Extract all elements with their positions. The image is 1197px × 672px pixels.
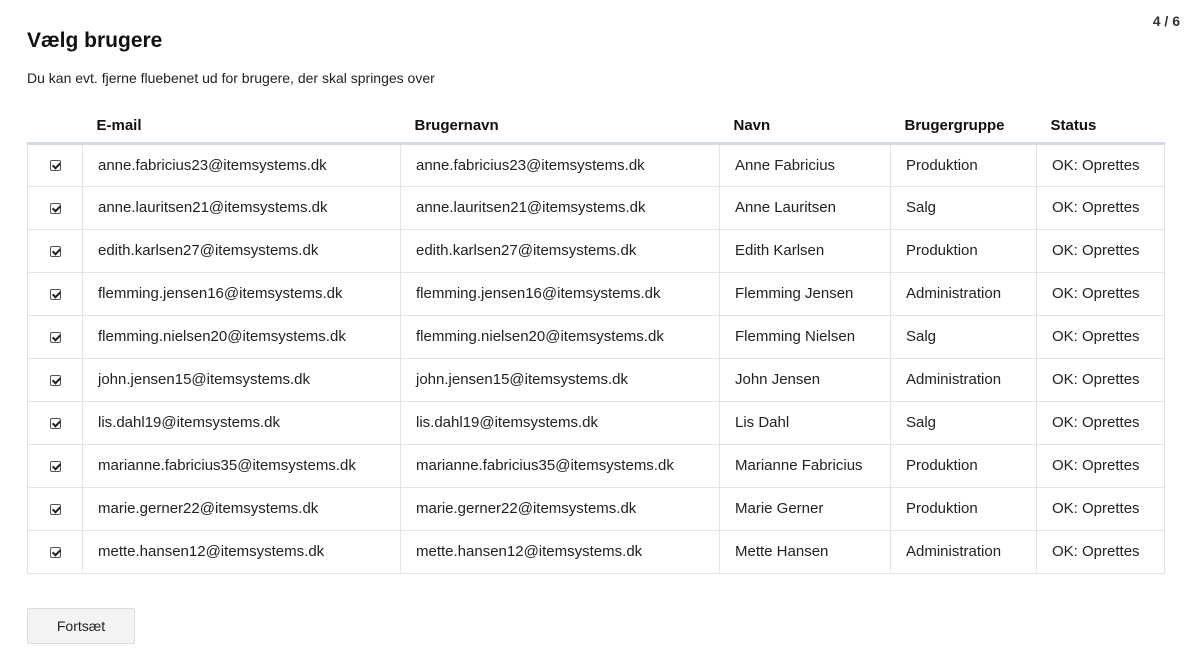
- username-cell: anne.lauritsen21@itemsystems.dk: [401, 186, 720, 229]
- username-cell: john.jensen15@itemsystems.dk: [401, 358, 720, 401]
- select-cell: [28, 272, 83, 315]
- table-row: [28, 401, 1165, 444]
- page-title: Vælg brugere: [27, 29, 163, 52]
- table-row: [28, 530, 1165, 573]
- status-cell: OK: Oprettes: [1037, 229, 1165, 272]
- status-cell: OK: Oprettes: [1037, 143, 1165, 186]
- status-cell: OK: Oprettes: [1037, 358, 1165, 401]
- email-cell: flemming.jensen16@itemsystems.dk: [83, 272, 401, 315]
- group-cell: Produktion: [891, 229, 1037, 272]
- select-cell: [28, 229, 83, 272]
- name-cell: Mette Hansen: [720, 530, 891, 573]
- row-checkbox[interactable]: [50, 203, 61, 214]
- name-cell: Anne Lauritsen: [720, 186, 891, 229]
- email-cell: mette.hansen12@itemsystems.dk: [83, 530, 401, 573]
- select-cell: [28, 315, 83, 358]
- select-cell: [28, 143, 83, 186]
- row-checkbox[interactable]: [50, 375, 61, 386]
- row-checkbox[interactable]: [50, 289, 61, 300]
- table-row: [28, 315, 1165, 358]
- users-table: [27, 110, 1165, 574]
- username-cell: mette.hansen12@itemsystems.dk: [401, 530, 720, 573]
- group-cell: Salg: [891, 401, 1037, 444]
- users-table-body: [28, 143, 1165, 573]
- table-row: [28, 229, 1165, 272]
- status-cell: OK: Oprettes: [1037, 530, 1165, 573]
- select-cell: [28, 186, 83, 229]
- name-cell: Marianne Fabricius: [720, 444, 891, 487]
- table-row: [28, 272, 1165, 315]
- row-checkbox[interactable]: [50, 461, 61, 472]
- name-cell: Flemming Nielsen: [720, 315, 891, 358]
- username-cell: flemming.jensen16@itemsystems.dk: [401, 272, 720, 315]
- group-cell: Produktion: [891, 143, 1037, 186]
- column-header-group: Brugergruppe: [891, 110, 1037, 143]
- email-cell: anne.fabricius23@itemsystems.dk: [83, 143, 401, 186]
- group-cell: Produktion: [891, 444, 1037, 487]
- status-cell: OK: Oprettes: [1037, 444, 1165, 487]
- email-cell: john.jensen15@itemsystems.dk: [83, 358, 401, 401]
- continue-button[interactable]: Fortsæt: [27, 608, 135, 644]
- username-cell: anne.fabricius23@itemsystems.dk: [401, 143, 720, 186]
- group-cell: Administration: [891, 272, 1037, 315]
- status-cell: OK: Oprettes: [1037, 315, 1165, 358]
- column-header-status: Status: [1037, 110, 1165, 143]
- column-header-select: [28, 110, 83, 143]
- group-cell: Administration: [891, 530, 1037, 573]
- column-header-username: Brugernavn: [401, 110, 720, 143]
- email-cell: anne.lauritsen21@itemsystems.dk: [83, 186, 401, 229]
- select-cell: [28, 487, 83, 530]
- email-cell: marie.gerner22@itemsystems.dk: [83, 487, 401, 530]
- select-cell: [28, 401, 83, 444]
- email-cell: lis.dahl19@itemsystems.dk: [83, 401, 401, 444]
- table-row: [28, 186, 1165, 229]
- username-cell: marianne.fabricius35@itemsystems.dk: [401, 444, 720, 487]
- select-cell: [28, 444, 83, 487]
- row-checkbox[interactable]: [50, 160, 61, 171]
- group-cell: Salg: [891, 186, 1037, 229]
- row-checkbox[interactable]: [50, 547, 61, 558]
- group-cell: Salg: [891, 315, 1037, 358]
- email-cell: flemming.nielsen20@itemsystems.dk: [83, 315, 401, 358]
- select-cell: [28, 358, 83, 401]
- name-cell: Lis Dahl: [720, 401, 891, 444]
- select-cell: [28, 530, 83, 573]
- username-cell: marie.gerner22@itemsystems.dk: [401, 487, 720, 530]
- group-cell: Produktion: [891, 487, 1037, 530]
- column-header-email: E-mail: [83, 110, 401, 143]
- status-cell: OK: Oprettes: [1037, 186, 1165, 229]
- table-row: [28, 444, 1165, 487]
- name-cell: Edith Karlsen: [720, 229, 891, 272]
- row-checkbox[interactable]: [50, 332, 61, 343]
- name-cell: Anne Fabricius: [720, 143, 891, 186]
- table-row: [28, 487, 1165, 530]
- column-header-name: Navn: [720, 110, 891, 143]
- table-header-row: [28, 110, 1165, 143]
- row-checkbox[interactable]: [50, 504, 61, 515]
- username-cell: flemming.nielsen20@itemsystems.dk: [401, 315, 720, 358]
- email-cell: marianne.fabricius35@itemsystems.dk: [83, 444, 401, 487]
- username-cell: edith.karlsen27@itemsystems.dk: [401, 229, 720, 272]
- row-checkbox[interactable]: [50, 246, 61, 257]
- name-cell: John Jensen: [720, 358, 891, 401]
- status-cell: OK: Oprettes: [1037, 401, 1165, 444]
- username-cell: lis.dahl19@itemsystems.dk: [401, 401, 720, 444]
- status-cell: OK: Oprettes: [1037, 272, 1165, 315]
- table-row: [28, 358, 1165, 401]
- status-cell: OK: Oprettes: [1037, 487, 1165, 530]
- name-cell: Marie Gerner: [720, 487, 891, 530]
- email-cell: edith.karlsen27@itemsystems.dk: [83, 229, 401, 272]
- name-cell: Flemming Jensen: [720, 272, 891, 315]
- page-subtitle: Du kan evt. fjerne fluebenet ud for brugere, der skal springes over: [27, 70, 435, 86]
- group-cell: Administration: [891, 358, 1037, 401]
- step-indicator: 4 / 6: [1152, 13, 1180, 29]
- row-checkbox[interactable]: [50, 418, 61, 429]
- table-row: [28, 143, 1165, 186]
